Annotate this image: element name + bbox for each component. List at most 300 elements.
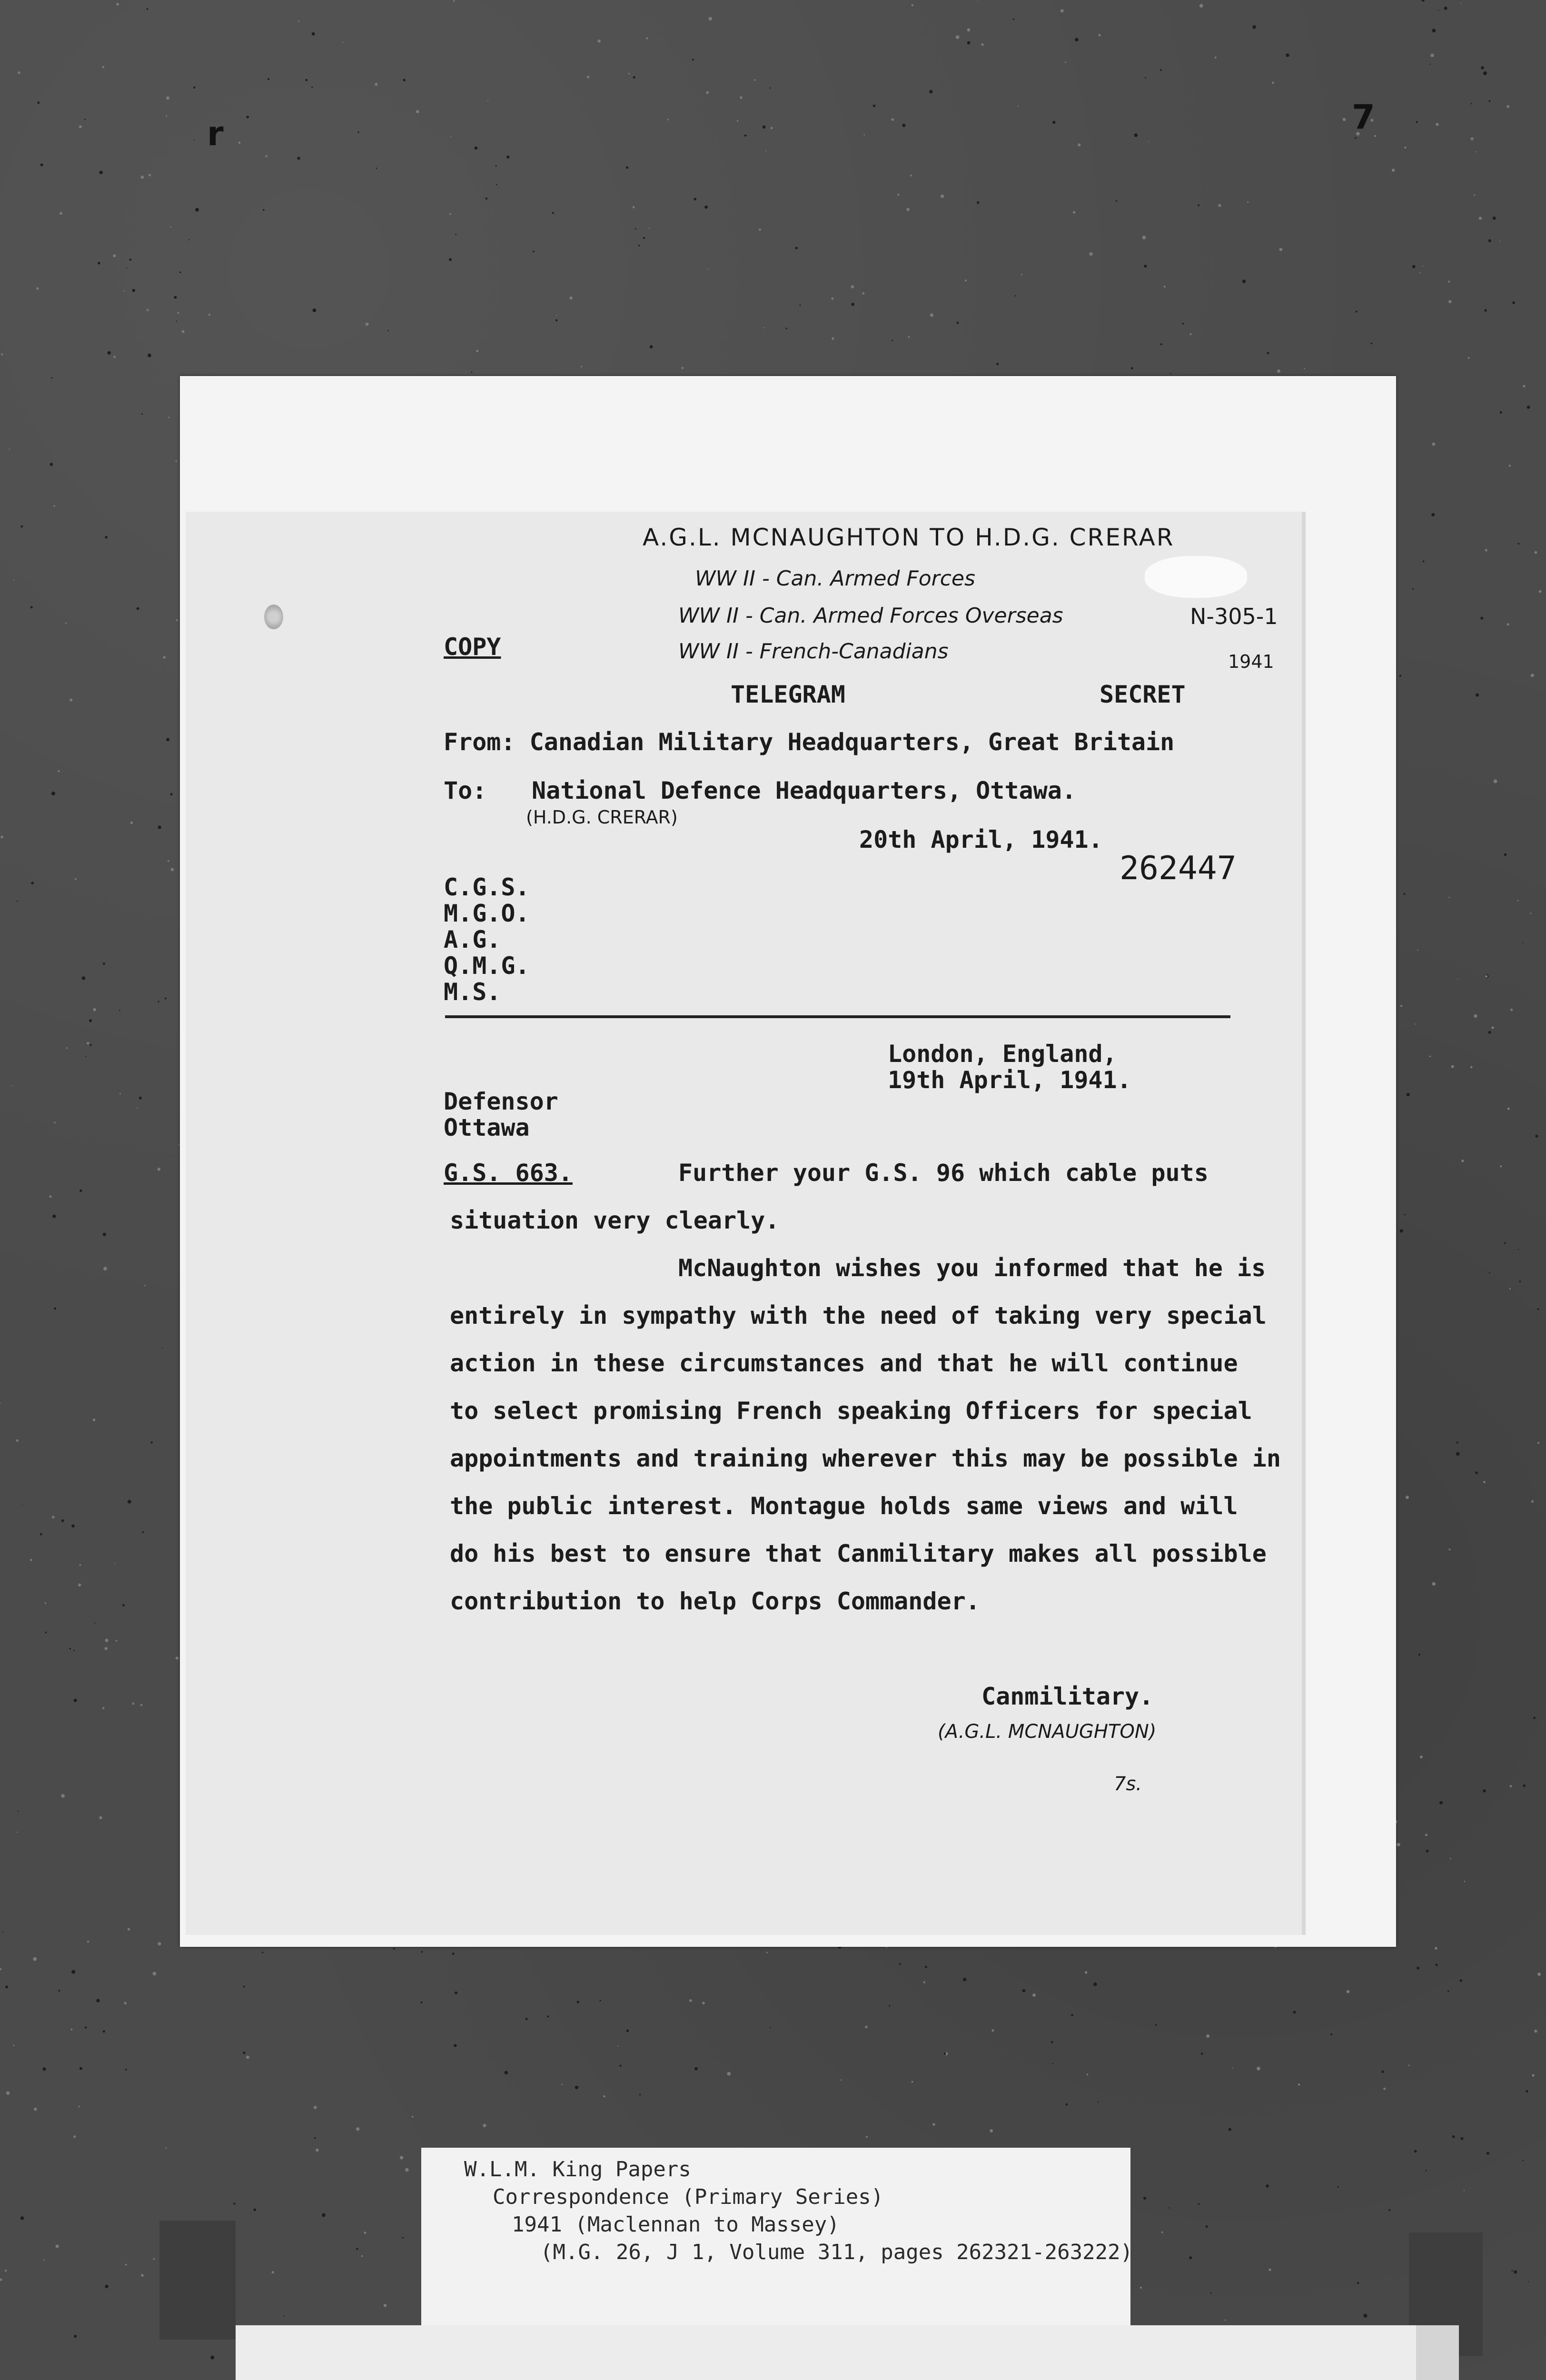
grain-speck	[1404, 147, 1406, 149]
signature: Canmilitary.	[981, 1683, 1154, 1710]
grain-speck	[1534, 2030, 1537, 2033]
body-line: McNaughton wishes you informed that he is	[678, 1254, 1266, 1282]
grain-speck	[1257, 2067, 1260, 2071]
grain-speck	[122, 1604, 125, 1606]
grain-speck	[1298, 2083, 1300, 2085]
grain-speck	[744, 135, 746, 137]
grain-speck	[1537, 1442, 1539, 1444]
grain-speck	[866, 2136, 868, 2138]
grain-speck	[43, 2067, 46, 2071]
grain-speck	[1464, 1881, 1465, 1882]
grain-speck	[646, 37, 648, 39]
grain-speck	[1232, 2068, 1233, 2069]
grain-speck	[158, 825, 161, 829]
grain-speck	[1388, 2209, 1390, 2211]
grain-speck	[375, 83, 377, 86]
grain-speck	[766, 1952, 768, 1953]
grain-speck	[1420, 1755, 1423, 1758]
grain-speck	[1355, 137, 1357, 139]
grain-speck	[912, 2081, 913, 2083]
grain-speck	[1432, 1582, 1436, 1586]
grain-speck	[1247, 201, 1249, 203]
grain-speck	[105, 2285, 108, 2288]
grain-speck	[254, 2209, 257, 2211]
grain-speck	[1143, 2197, 1146, 2200]
grain-speck	[69, 698, 72, 701]
from-value: Canadian Military Headquarters, Great Britain	[529, 728, 1175, 756]
grain-speck	[471, 372, 473, 373]
grain-speck	[17, 1832, 18, 1833]
grain-speck	[103, 962, 105, 965]
grain-speck	[1448, 281, 1450, 283]
grain-speck	[103, 1267, 107, 1270]
grain-speck	[113, 356, 116, 358]
grain-speck	[125, 2069, 127, 2071]
grain-speck	[75, 878, 77, 880]
grain-speck	[1032, 1993, 1036, 1997]
origin-place: London, England,	[888, 1040, 1117, 1068]
grain-speck	[617, 2046, 618, 2047]
grain-speck	[148, 354, 151, 357]
handwritten-to-annotation: (H.D.G. CRERAR)	[526, 807, 678, 828]
grain-speck	[176, 619, 178, 621]
distribution-item: Q.M.G.	[444, 952, 530, 980]
label-line-3: 1941 (Maclennan to Massey)	[512, 2212, 840, 2237]
grain-speck	[763, 126, 766, 129]
separator-rule	[445, 1015, 1230, 1018]
grain-speck	[483, 2124, 486, 2127]
grain-speck	[1479, 217, 1482, 220]
grain-speck	[555, 319, 557, 321]
grain-speck	[1160, 69, 1162, 71]
grain-speck	[1464, 2190, 1465, 2191]
grain-speck	[786, 327, 787, 329]
grain-speck	[11, 1085, 12, 1086]
grain-speck	[1075, 38, 1079, 42]
grain-speck	[18, 71, 20, 74]
body-line: contribution to help Corps Commander.	[450, 1587, 980, 1615]
grain-speck	[37, 101, 40, 104]
grain-speck	[754, 79, 756, 81]
grain-speck	[862, 292, 865, 295]
grain-speck	[1412, 588, 1414, 590]
grain-speck	[1400, 1005, 1402, 1007]
grain-speck	[56, 2245, 59, 2248]
grain-speck	[840, 2079, 842, 2081]
grain-speck	[1438, 10, 1439, 11]
grain-speck	[158, 1001, 159, 1002]
telegram-type-label: TELEGRAM	[731, 681, 845, 708]
body-line: do his best to ensure that Canmilitary makes all possible	[450, 1540, 1267, 1567]
grain-speck	[357, 131, 359, 133]
grain-speck	[1198, 204, 1199, 206]
grain-speck	[125, 2264, 127, 2266]
body-line: Further your G.S. 96 which cable puts	[678, 1159, 1209, 1187]
grain-speck	[1506, 105, 1509, 108]
grain-speck	[1018, 106, 1019, 107]
grain-speck	[475, 147, 478, 150]
grain-speck	[706, 91, 709, 94]
grain-speck	[1399, 675, 1401, 677]
grain-speck	[168, 860, 169, 862]
grain-speck	[533, 251, 535, 253]
grain-speck	[102, 66, 105, 69]
grain-speck	[306, 79, 308, 81]
grain-speck	[941, 195, 944, 198]
grain-speck	[128, 1500, 131, 1504]
grain-speck	[1471, 138, 1474, 140]
grain-speck	[5, 2270, 7, 2271]
distribution-item: C.G.S.	[444, 873, 530, 901]
grain-speck	[963, 1978, 966, 1981]
label-line-2: Correspondence (Primary Series)	[493, 2185, 884, 2209]
grain-speck	[1531, 674, 1534, 677]
grain-speck	[342, 42, 343, 43]
grain-speck	[74, 2335, 77, 2338]
grain-speck	[1489, 1272, 1490, 1274]
grain-speck	[1198, 2203, 1199, 2205]
grain-speck	[1421, 0, 1424, 1]
grain-speck	[54, 1308, 56, 1310]
grain-speck	[1533, 1717, 1536, 1719]
grain-speck	[1052, 2063, 1053, 2064]
grain-speck	[1423, 561, 1425, 563]
grain-speck	[1436, 1964, 1438, 1966]
classification-label: SECRET	[1100, 681, 1186, 708]
grain-speck	[709, 17, 713, 21]
grain-speck	[268, 78, 269, 80]
grain-speck	[93, 1418, 96, 1421]
grain-speck	[1052, 121, 1055, 124]
grain-speck	[99, 171, 103, 174]
grain-speck	[1487, 2152, 1489, 2155]
grain-speck	[1022, 1989, 1026, 1993]
grain-speck	[851, 285, 854, 288]
grain-speck	[1537, 1308, 1539, 1310]
grain-speck	[314, 2137, 316, 2139]
grain-speck	[1447, 1991, 1449, 1992]
grain-speck	[1201, 2053, 1203, 2055]
grain-speck	[20, 2216, 24, 2220]
grain-speck	[1149, 141, 1150, 142]
grain-speck	[36, 288, 39, 290]
grain-speck	[694, 198, 696, 201]
grain-speck	[147, 8, 149, 10]
grain-speck	[153, 2258, 155, 2260]
grain-speck	[552, 212, 554, 214]
grain-speck	[193, 140, 194, 141]
grain-speck	[1456, 1452, 1460, 1456]
grain-speck	[356, 2127, 359, 2131]
grain-speck	[899, 1963, 901, 1965]
grain-speck	[96, 1999, 99, 2002]
grain-speck	[53, 505, 55, 507]
grain-speck	[851, 303, 854, 306]
grain-speck	[1021, 274, 1022, 275]
grain-speck	[923, 1981, 925, 1983]
grain-speck	[1356, 311, 1358, 313]
grain-speck	[0, 1968, 1, 1970]
grain-speck	[87, 1941, 89, 1943]
grain-speck	[102, 1707, 105, 1709]
grain-speck	[1145, 77, 1146, 79]
grain-speck	[1448, 897, 1450, 898]
grain-speck	[1089, 252, 1092, 256]
grain-speck	[912, 4, 913, 6]
grain-speck	[166, 96, 169, 99]
grain-speck	[1488, 239, 1491, 242]
grain-speck	[1485, 549, 1487, 551]
grain-speck	[1527, 406, 1530, 409]
body-line: situation very clearly.	[450, 1207, 780, 1234]
grain-speck	[1142, 236, 1146, 239]
from-label: From:	[444, 728, 515, 756]
grain-speck	[1422, 266, 1423, 267]
grain-speck	[163, 656, 166, 659]
grain-speck	[908, 336, 910, 338]
grain-speck	[314, 2106, 317, 2109]
grain-speck	[449, 213, 451, 215]
grain-speck	[1509, 465, 1511, 466]
grain-speck	[1500, 411, 1502, 414]
grain-speck	[1330, 2033, 1332, 2035]
grain-speck	[170, 868, 174, 871]
grain-speck	[1215, 57, 1217, 59]
grain-speck	[902, 124, 905, 127]
grain-speck	[387, 330, 389, 331]
grain-speck	[525, 2018, 528, 2020]
grain-speck	[132, 289, 135, 292]
grain-speck	[132, 1703, 134, 1705]
grain-speck	[149, 174, 151, 176]
grain-speck	[1535, 551, 1537, 554]
grain-speck	[50, 463, 53, 466]
grain-speck	[977, 201, 979, 204]
body-line: the public interest. Montague holds same views and will	[450, 1492, 1238, 1520]
grain-speck	[991, 2029, 994, 2032]
grain-speck	[633, 76, 635, 79]
grain-speck	[59, 1990, 60, 1992]
grain-speck	[1522, 942, 1523, 943]
grain-speck	[158, 1168, 161, 1171]
handwritten-file-number: N-305-1	[1190, 604, 1278, 629]
grain-speck	[113, 254, 116, 257]
handwritten-file-year: 1941	[1228, 651, 1274, 672]
grain-speck	[85, 2027, 87, 2029]
grain-speck	[1494, 779, 1497, 783]
grain-speck	[633, 206, 635, 208]
grain-speck	[1509, 1288, 1511, 1289]
grain-speck	[1468, 357, 1470, 359]
grain-speck	[1481, 66, 1484, 69]
grain-speck	[178, 1144, 179, 1145]
grain-speck	[1499, 241, 1500, 242]
grain-speck	[247, 116, 249, 118]
grain-speck	[1435, 1947, 1437, 1950]
grain-speck	[1457, 1442, 1458, 1444]
public-archives-panel	[236, 2325, 1459, 2380]
grain-speck	[393, 1948, 395, 1950]
grain-speck	[16, 1439, 19, 1442]
grain-speck	[1418, 1654, 1420, 1656]
grain-speck	[170, 793, 173, 795]
grain-speck	[175, 460, 177, 462]
grain-speck	[243, 2052, 245, 2054]
grain-speck	[416, 110, 419, 113]
grain-speck	[311, 87, 313, 88]
grain-speck	[313, 308, 317, 312]
grain-speck	[1476, 151, 1477, 152]
grain-speck	[322, 2213, 326, 2217]
grain-speck	[865, 2026, 867, 2028]
grain-speck	[123, 290, 125, 292]
grain-speck	[1267, 352, 1269, 354]
grain-speck	[694, 2067, 698, 2071]
reference-number: G.S. 663.	[444, 1159, 573, 1187]
grain-speck	[140, 1704, 142, 1706]
handwritten-index-2: WW II - Can. Armed Forces Overseas	[678, 604, 1063, 628]
grain-speck	[759, 228, 761, 231]
grain-speck	[450, 136, 451, 137]
grain-speck	[52, 1516, 55, 1519]
grain-speck	[1532, 2074, 1534, 2076]
grain-speck	[1051, 2041, 1053, 2043]
grain-speck	[944, 2053, 946, 2055]
grain-speck	[597, 40, 601, 43]
grain-speck	[71, 1970, 75, 1974]
grain-speck	[1535, 1135, 1538, 1138]
grain-speck	[54, 1122, 56, 1124]
grain-speck	[165, 2147, 167, 2149]
grain-speck	[188, 239, 189, 240]
grain-speck	[1512, 301, 1515, 304]
grain-speck	[1371, 343, 1372, 344]
grain-speck	[1507, 623, 1509, 625]
grain-speck	[1514, 2271, 1517, 2274]
grain-speck	[1470, 103, 1472, 104]
grain-speck	[66, 1047, 68, 1049]
grain-speck	[272, 2271, 274, 2273]
date-received: 20th April, 1941.	[859, 826, 1103, 853]
grain-speck	[1357, 2282, 1359, 2284]
grain-speck	[1337, 2186, 1338, 2188]
grain-speck	[1432, 29, 1436, 32]
grain-speck	[1078, 143, 1080, 146]
grain-speck	[1415, 1023, 1416, 1024]
grain-speck	[1272, 82, 1274, 84]
grain-speck	[193, 87, 195, 89]
grain-speck	[1277, 369, 1280, 373]
grain-speck	[1071, 2014, 1073, 2016]
grain-speck	[626, 2030, 629, 2033]
grain-speck	[1517, 900, 1518, 902]
grain-speck	[1452, 2135, 1455, 2138]
grain-speck	[105, 536, 108, 539]
grain-speck	[1140, 2287, 1142, 2289]
grain-speck	[137, 1107, 138, 1108]
grain-speck	[176, 1656, 178, 1659]
grain-speck	[1085, 1971, 1088, 1974]
grain-speck	[103, 1233, 106, 1236]
grain-speck	[1144, 265, 1147, 268]
grain-speck	[967, 28, 971, 31]
grain-speck	[667, 119, 669, 120]
grain-speck	[51, 377, 52, 378]
grain-speck	[147, 309, 149, 311]
grain-speck	[575, 2086, 578, 2089]
grain-speck	[119, 1093, 121, 1094]
grain-speck	[376, 168, 377, 169]
grain-speck	[139, 1097, 142, 1100]
grain-speck	[561, 2084, 563, 2085]
grain-speck	[990, 2129, 993, 2132]
grain-speck	[45, 1602, 46, 1604]
grain-speck	[910, 175, 912, 177]
grain-speck	[130, 822, 133, 824]
grain-speck	[496, 165, 497, 167]
grain-speck	[708, 268, 709, 269]
grain-speck	[421, 2002, 423, 2003]
grain-speck	[1425, 1834, 1427, 1836]
grain-speck	[1206, 2034, 1209, 2038]
grain-speck	[30, 606, 33, 608]
grain-speck	[128, 1928, 130, 1930]
grain-speck	[78, 1584, 81, 1587]
grain-speck	[195, 208, 199, 212]
grain-speck	[620, 2065, 622, 2067]
grain-speck	[1252, 25, 1256, 29]
grain-speck	[996, 363, 999, 365]
grain-speck	[1451, 1065, 1454, 1068]
grain-speck	[1155, 2024, 1157, 2026]
grain-speck	[1383, 2088, 1386, 2090]
grain-speck	[1528, 2281, 1529, 2282]
grain-speck	[1530, 912, 1532, 914]
grain-speck	[1242, 279, 1246, 283]
grain-speck	[1134, 133, 1138, 137]
grain-speck	[74, 1699, 77, 1702]
grain-speck	[1504, 853, 1507, 856]
grain-speck	[73, 2135, 76, 2138]
grain-speck	[140, 176, 144, 179]
grain-speck	[93, 1008, 96, 1012]
grain-speck	[455, 1992, 457, 1994]
grain-speck	[65, 623, 67, 624]
grain-speck	[168, 417, 169, 418]
grain-speck	[85, 1056, 86, 1057]
grain-speck	[505, 2071, 508, 2074]
grain-speck	[1170, 373, 1171, 374]
grain-speck	[1483, 1789, 1486, 1792]
grain-speck	[33, 1957, 37, 1961]
grain-speck	[1189, 2256, 1192, 2259]
grain-speck	[1429, 64, 1430, 65]
addressee-line-2: Ottawa	[444, 1114, 530, 1141]
grain-speck	[105, 1639, 109, 1642]
grain-speck	[162, 1348, 163, 1349]
archive-panel-edge	[1416, 2325, 1459, 2380]
grain-speck	[141, 413, 143, 415]
grain-speck	[1286, 53, 1289, 57]
grain-speck	[1210, 2292, 1212, 2294]
grain-speck	[265, 155, 268, 158]
grain-speck	[9, 449, 10, 450]
from-line	[444, 728, 1174, 756]
grain-speck	[1066, 2103, 1068, 2106]
grain-speck	[1531, 1500, 1534, 1503]
grain-speck	[1476, 694, 1479, 697]
grain-speck	[1400, 1229, 1403, 1232]
